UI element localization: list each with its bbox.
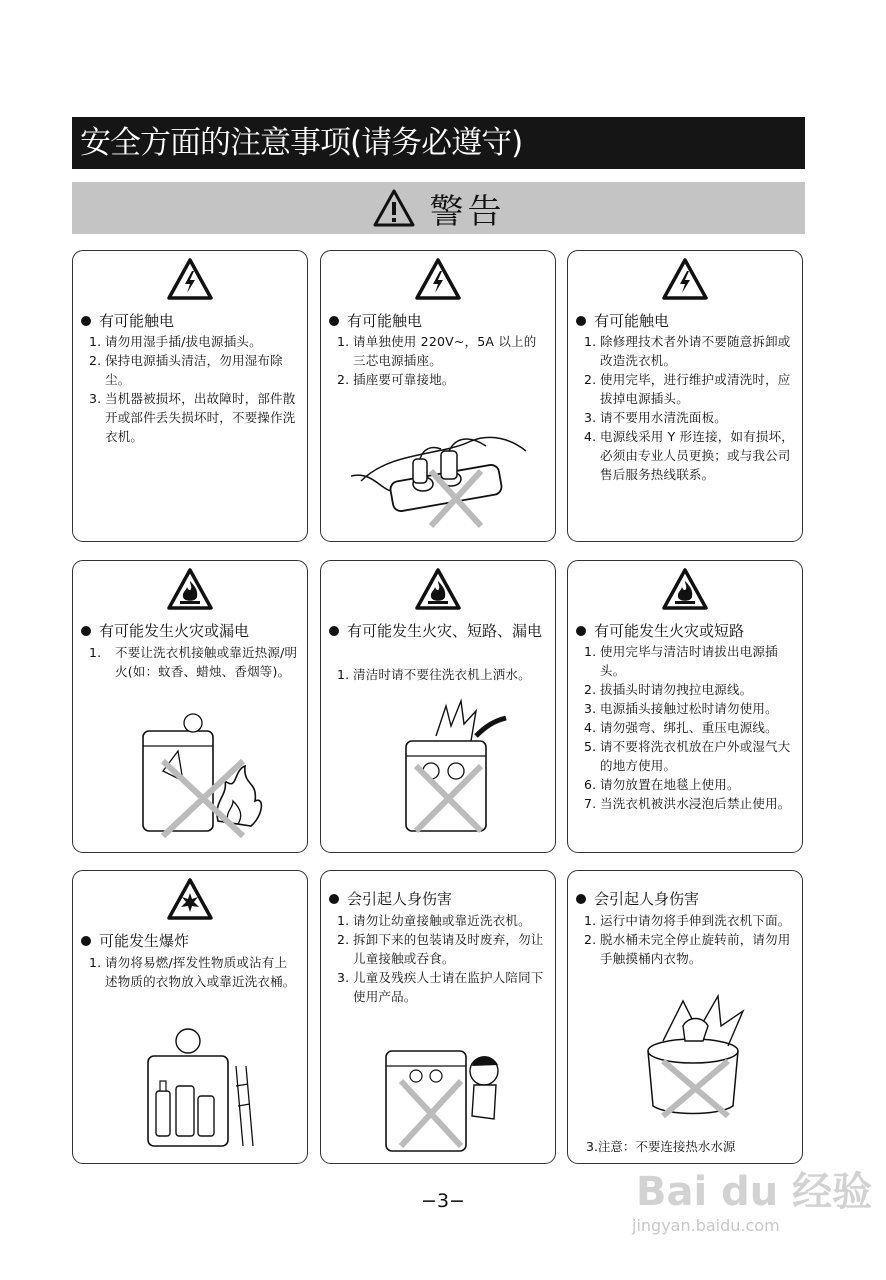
card-title: 有可能发生火灾或短路 (574, 621, 798, 641)
bullet-dot (576, 626, 586, 636)
washer-water-splash-illustration (376, 696, 516, 836)
list-item: 3. 当机器被损坏，出故障时，部件散开或部件丢失损坏时，不要操作洗衣机。 (89, 391, 296, 444)
list-item: 2. 拆卸下来的包装请及时废弃，勿让儿童接触或吞食。 (337, 932, 544, 966)
page-title: 安全方面的注意事项(请务必遵守) (72, 117, 805, 169)
list-item: 3. 请不要用水清洗面板。 (584, 410, 728, 425)
card-title: 会引起人身伤害 (327, 889, 551, 909)
list-item: 1. 使用完毕与清洁时请拔出电源插头。 (584, 644, 778, 678)
list-item: 1. 不要让洗衣机接触或靠近热源/明火(如：蚊香、蜡烛、香烟等)。 (89, 645, 298, 679)
list-item: 1. 请单独使用 220V~，5A 以上的三芯电源插座。 (337, 334, 537, 368)
card-injury-spin (567, 870, 803, 1164)
list-item: 1. 请勿将易燃/挥发性物质或沾有上述物质的衣物放入或靠近洗衣桶。 (89, 955, 296, 989)
card-items (337, 332, 547, 389)
warning-triangle-icon (372, 188, 416, 228)
list-item: 2. 使用完毕，进行维护或清洗时，应拔掉电源插头。 (584, 372, 791, 406)
electric-shock-warning-icon (661, 257, 709, 301)
list-item: 7. 当洗衣机被洪水浸泡后禁止使用。 (584, 796, 791, 811)
card-items (584, 642, 794, 813)
bullet-dot (576, 894, 586, 904)
card-title: 有可能触电 (327, 311, 551, 331)
card-title: 有可能触电 (574, 311, 798, 331)
bullet-dot (81, 936, 91, 946)
list-item: 1. 请勿用湿手插/拔电源插头。 (89, 334, 262, 349)
washer-fire-illustration (133, 711, 273, 841)
watermark-logo: Bai du 经验 (636, 1169, 873, 1215)
list-item: 6. 请勿放置在地毯上使用。 (584, 777, 740, 792)
list-item: 1. 运行中请勿将手伸到洗衣机下面。 (584, 913, 791, 928)
list-item: 4. 请勿强弯、绑扎、重压电源线。 (584, 720, 778, 735)
card-explosion (72, 870, 308, 1164)
list-item: 2. 拔插头时请勿拽拉电源线。 (584, 682, 753, 697)
list-item: 1. 除修理技术者外请不要随意拆卸或改造洗衣机。 (584, 334, 791, 368)
card-items (89, 953, 299, 991)
fire-warning-icon (166, 567, 214, 611)
spinning-tub-hand-illustration (623, 991, 763, 1121)
child-washer-illustration (376, 1031, 516, 1156)
card-fire-or-short (567, 560, 803, 853)
list-item: 2. 保持电源插头清洁，勿用湿布除尘。 (89, 353, 283, 387)
card-items (584, 911, 794, 968)
fire-warning-icon (414, 567, 462, 611)
card-title: 有可能发生火灾或漏电 (79, 621, 303, 641)
card-title: 有可能发生火灾、短路、漏电 (327, 621, 551, 641)
card-title: 会引起人身伤害 (574, 889, 798, 909)
list-item: 5. 请不要将洗衣机放在户外或湿气大的地方使用。 (584, 739, 791, 773)
warning-banner (72, 182, 805, 234)
bullet-dot (81, 316, 91, 326)
list-item: 2. 插座要可靠接地。 (337, 372, 455, 387)
list-item: 1. 请勿让幼童接触或靠近洗衣机。 (337, 913, 531, 928)
bullet-dot (81, 626, 91, 636)
list-item: 1. 清洁时请不要往洗衣机上洒水。 (337, 667, 531, 682)
card-items (89, 332, 299, 446)
card-title: 可能发生爆炸 (79, 931, 303, 951)
bullet-dot (329, 316, 339, 326)
fire-warning-icon (661, 567, 709, 611)
bullet-dot (329, 894, 339, 904)
card-electric-shock-1 (72, 250, 308, 542)
card-items (89, 643, 299, 681)
card-items (584, 332, 794, 484)
card-items (337, 665, 547, 684)
card-fire-short-circuit (320, 560, 556, 853)
bullet-dot (576, 316, 586, 326)
card-electric-shock-2 (320, 250, 556, 542)
explosion-warning-icon (166, 877, 214, 921)
card-electric-shock-3 (567, 250, 803, 542)
list-item: 3. 儿童及残疾人士请在监护人陪同下使用产品。 (337, 970, 544, 1004)
electric-shock-warning-icon (166, 257, 214, 301)
power-strip-illustration (351, 431, 531, 531)
card-injury-children (320, 870, 556, 1164)
page-number: −3− (421, 1190, 465, 1212)
warning-label: 警告 (429, 191, 506, 232)
card-note: 3.注意：不要连接热水水源 (586, 1139, 736, 1154)
list-item: 2. 脱水桶未完全停止旋转前，请勿用手触摸桶内衣物。 (584, 932, 791, 966)
card-items (337, 911, 547, 1006)
bullet-dot (329, 626, 339, 636)
flammable-bottles-illustration (128, 1016, 268, 1151)
electric-shock-warning-icon (414, 257, 462, 301)
watermark-url: jingyan.baidu.com (632, 1216, 780, 1235)
card-fire-leakage (72, 560, 308, 853)
list-item: 3. 电源插头接触过松时请勿使用。 (584, 701, 778, 716)
card-title: 有可能触电 (79, 311, 303, 331)
list-item: 4. 电源线采用 Y 形连接，如有损坏，必须由专业人员更换；或与我公司售后服务热线联系。 (584, 429, 794, 482)
